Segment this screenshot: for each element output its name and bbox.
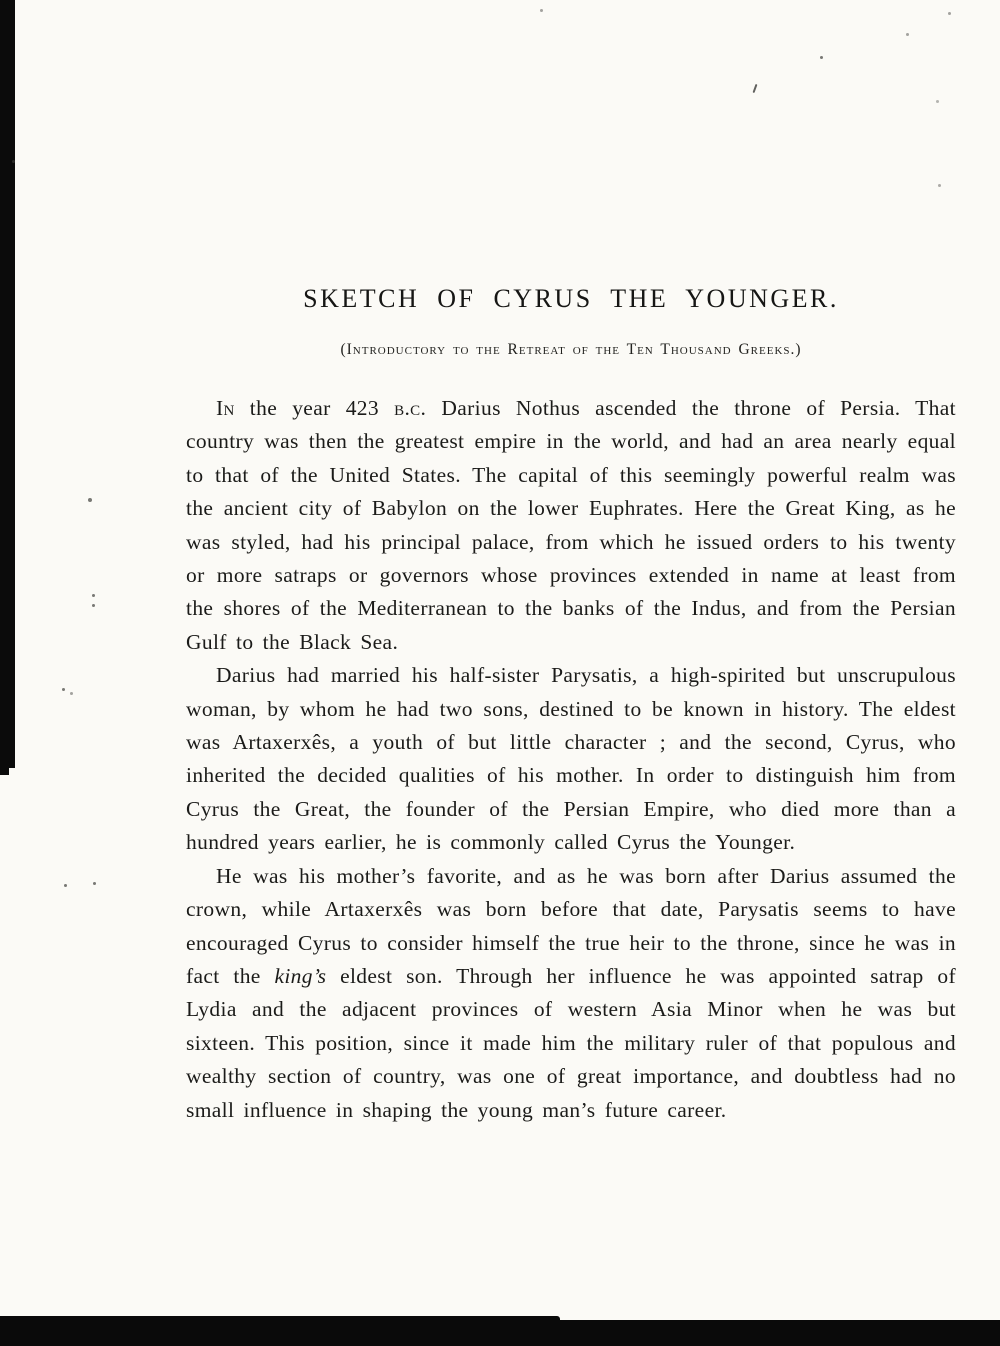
page-content (186, 284, 956, 1127)
scan-speck (753, 84, 758, 93)
kings-italic: king’s (274, 963, 327, 988)
scan-speck (948, 12, 951, 15)
text-segment: the year 423 (234, 396, 395, 420)
scan-artifact-left-bar-tail (0, 768, 9, 775)
scan-speck (92, 604, 95, 607)
scan-speck (70, 692, 73, 695)
text-segment: Darius Nothus ascended the throne of Persia. That country was then the greatest empire in the world, and had an area nearly equal to that of the United States. The capital of this seemingly powerful realm was the ancient city of Babylon on the lower Euphrates. Here the Great King, as he was styled, had his principal palace, from which he issued orders to his twenty or more satraps or governors whose provinces extended in name at least from the shores of the Mediterranean to the banks of the Indus, and from the Persian Gulf to the Black Sea. (186, 396, 956, 654)
text-segment: eldest son. Through her influence he was appointed satrap of Lydia and the adjacent provinces of western Asia Minor when he was but sixteen. This position, since it made him the military ruler of that populous and wealthy section of country, was one of great importance, and doubtless had no small influence in shaping the young man’s future career. (186, 963, 956, 1122)
paragraph-2: Darius had married his half-sister Parysatis, a high-spirited but unscrupulous woman, by whom he had two sons, destined to be known in history. The eldest was Artaxerxês, a youth of but little character ; and the second, Cyrus, who inherited the decided qualities of his mother. In order to distinguish him from Cyrus the Great, the founder of the Persian Empire, who died more than a hundred years earlier, he is commonly called Cyrus the Younger. (186, 663, 956, 855)
scan-speck (12, 160, 15, 163)
scan-speck (64, 884, 67, 887)
scan-artifact-bottom-bar-bump (0, 1316, 560, 1322)
scan-speck (92, 594, 95, 597)
scan-speck (906, 33, 909, 36)
bc-smallcaps: b.c. (394, 396, 427, 420)
scan-speck (88, 498, 92, 502)
scan-speck (938, 184, 941, 187)
paragraph-3 (186, 860, 956, 1127)
page-subtitle: (Introductory to the Retreat of the Ten Thousand Greeks.) (340, 341, 802, 358)
scan-speck (936, 100, 939, 103)
scan-artifact-left-bar (0, 0, 15, 768)
scan-speck (820, 56, 823, 59)
body-text (186, 392, 956, 1127)
paragraph-1 (186, 392, 956, 659)
scan-speck (62, 688, 65, 691)
page-title: SKETCH OF CYRUS THE YOUNGER. (303, 284, 839, 313)
scan-speck (540, 9, 543, 12)
text-segment: He was his mother’s favorite, and as he was born after Darius assumed the crown, while Artaxerxês was born before that date, Parysatis seems to have encouraged Cyrus to consider himself the true heir to the throne, since he was in fact the (186, 863, 956, 988)
scan-artifact-bottom-bar (0, 1320, 1000, 1346)
scan-speck (93, 882, 96, 885)
leadin-smallcaps: In (216, 396, 235, 420)
